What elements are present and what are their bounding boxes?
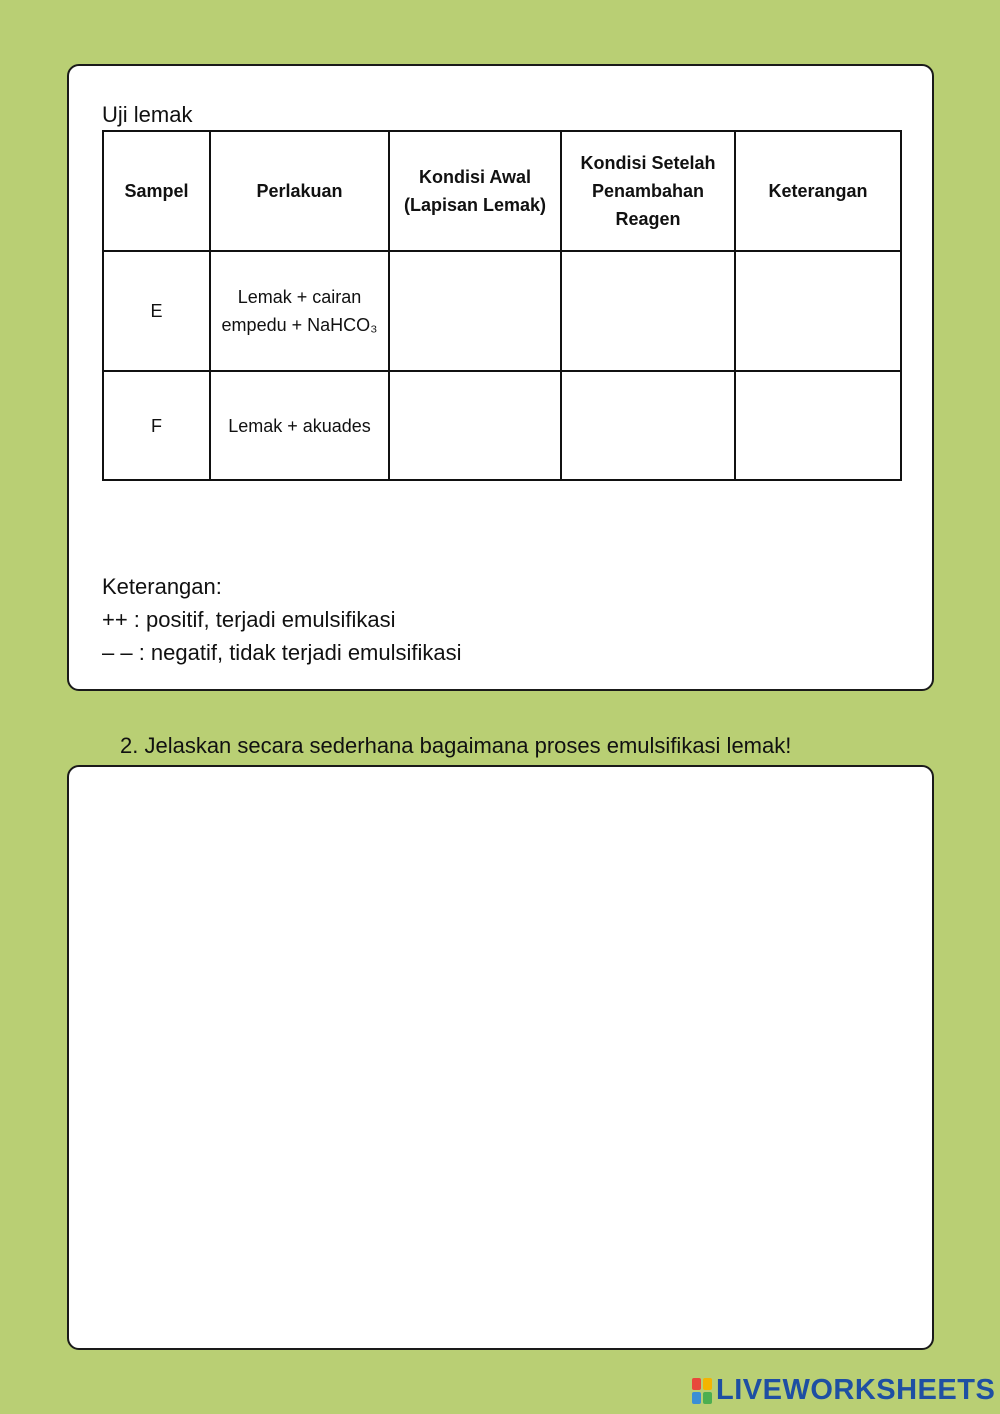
logo-block (692, 1378, 701, 1390)
header-note: Keterangan (735, 131, 901, 251)
fat-test-card (67, 64, 934, 691)
logo-block (703, 1378, 712, 1390)
logo-block (703, 1392, 712, 1404)
header-initial-condition: Kondisi Awal (Lapisan Lemak) (389, 131, 561, 251)
fat-test-table (102, 130, 902, 481)
header-sample: Sampel (103, 131, 210, 251)
cell-sample: E (103, 251, 210, 371)
logo-block (692, 1392, 701, 1404)
table-row (103, 251, 901, 371)
cell-note-input[interactable] (735, 251, 901, 371)
cell-initial-input[interactable] (389, 371, 561, 480)
header-condition-after-reagent: Kondisi Setelah Penambahan Reagen (561, 131, 735, 251)
brand-watermark (692, 1374, 995, 1407)
cell-initial-input[interactable] (389, 251, 561, 371)
header-treatment: Perlakuan (210, 131, 389, 251)
legend-negative: – – : negatif, tidak terjadi emulsifikasi (102, 640, 462, 665)
cell-after-input[interactable] (561, 251, 735, 371)
brand-name: LIVEWORKSHEETS (716, 1374, 996, 1406)
liveworksheets-logo-icon (692, 1378, 712, 1404)
cell-treatment: Lemak + cairan empedu + NaHCO₃ (210, 251, 389, 371)
answer-card (67, 765, 934, 1350)
legend-title: Keterangan: (102, 574, 222, 599)
table-header-row (103, 131, 901, 251)
cell-note-input[interactable] (735, 371, 901, 480)
answer-textarea[interactable] (69, 767, 932, 1348)
section-title: Uji lemak (102, 102, 193, 127)
cell-after-input[interactable] (561, 371, 735, 480)
table-row (103, 371, 901, 480)
cell-sample: F (103, 371, 210, 480)
cell-treatment: Lemak + akuades (210, 371, 389, 480)
question-text: 2. Jelaskan secara sederhana bagaimana proses emulsifikasi lemak! (120, 733, 792, 758)
legend-positive: ++ : positif, terjadi emulsifikasi (102, 607, 396, 632)
legend (102, 570, 462, 669)
